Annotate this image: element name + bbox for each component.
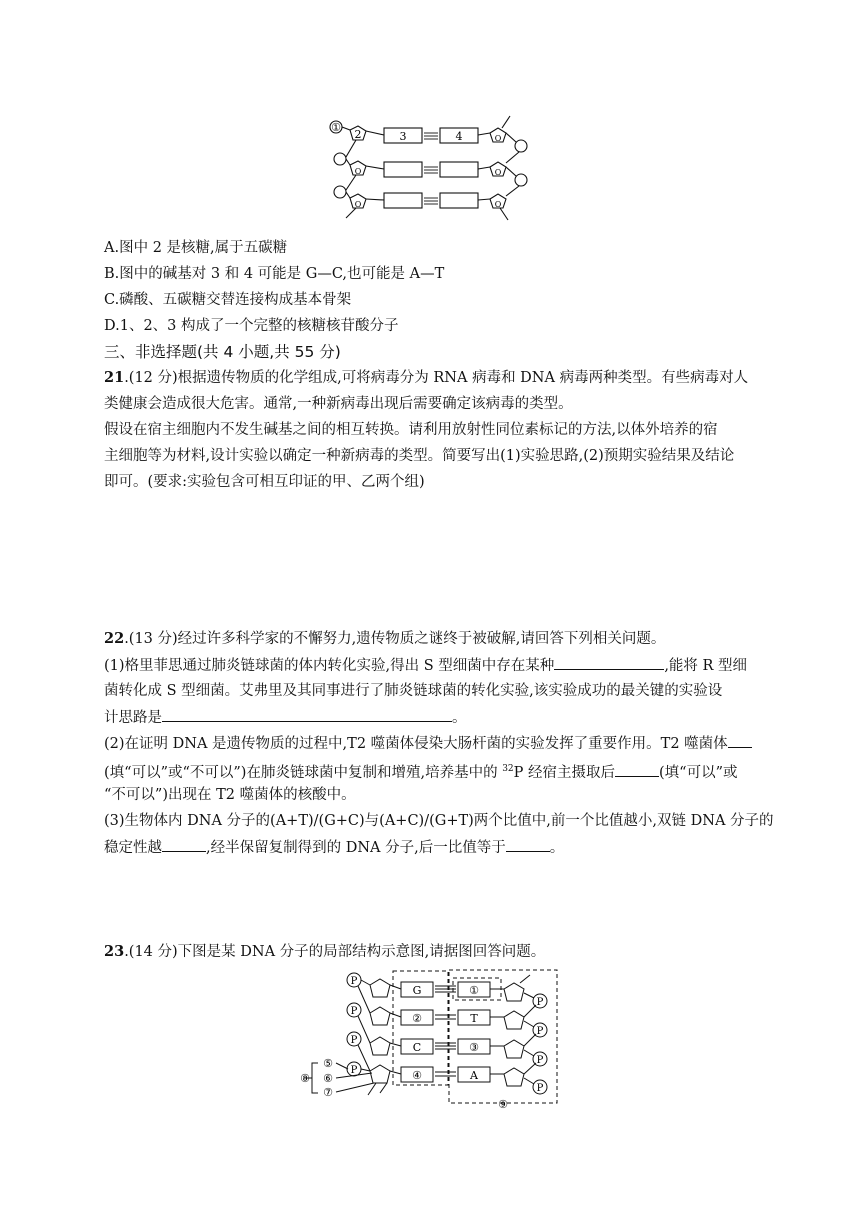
dna-structure-figure-2 (298, 965, 560, 1110)
q21-text-1: .(12 分)根据遗传物质的化学组成,可将病毒分为 RNA 病毒和 DNA 病毒两种类型。有些病毒对人 (124, 370, 749, 386)
answer-blank[interactable] (554, 654, 664, 670)
label-6: ⑥ (323, 1072, 333, 1085)
q22-p2-text-a: (2)在证明 DNA 是遗传物质的过程中,T2 噬菌体侵染大肠杆菌的实验发挥了重要作用。T2 噬菌体 (104, 736, 728, 752)
option-a: A.图中 2 是核糖,属于五碳糖 (104, 240, 288, 256)
phosphate-label: P (536, 1026, 544, 1037)
label-3: 3 (399, 130, 407, 143)
q22-p1-text-b: ,能将 R 型细 (664, 658, 748, 674)
q22-p1-text-d: 计思路是 (104, 710, 162, 726)
q22-line-3: 菌转化成 S 型细菌。艾弗里及其同事进行了肺炎链球菌的转化实验,该实验成功的最关键的实验设 (104, 683, 723, 699)
option-c: C.磷酸、五碳糖交替连接构成基本骨架 (104, 292, 352, 308)
phosphate-label: P (350, 976, 358, 987)
dna-structure-figure-1 (320, 108, 535, 228)
q22-p2-text-b: (填“可以”或“不可以”)在肺炎链球菌中复制和增殖,培养基中的 (104, 764, 503, 781)
answer-blank[interactable] (162, 706, 452, 722)
q23-text: .(14 分)下图是某 DNA 分子的局部结构示意图,请据图回答问题。 (124, 944, 546, 960)
answer-blank[interactable] (615, 761, 659, 777)
q21-line-5: 即可。(要求:实验包含可相互印证的甲、乙两个组) (104, 474, 425, 490)
q22-p3-text-c: ,经半保留复制得到的 DNA 分子,后一比值等于 (206, 840, 506, 856)
phosphate-label: P (350, 1035, 358, 1046)
answer-blank[interactable] (506, 836, 550, 852)
left-base-2: ② (412, 1012, 422, 1025)
q23-number: 23 (104, 943, 125, 960)
right-base-4: A (470, 1069, 478, 1082)
q22-line-1 (104, 628, 665, 650)
q22-line-7: “不可以”)出现在 T2 噬菌体的核酸中。 (104, 787, 356, 803)
svg-text:O: O (354, 167, 362, 176)
q21-line-2: 类健康会造成很大危害。通常,一种新病毒出现后需要确定该病毒的类型。 (104, 396, 573, 412)
right-base-2: T (470, 1012, 478, 1025)
q22-intro: .(13 分)经过许多科学家的不懈努力,遗传物质之谜终于被破解,请回答下列相关问题。 (124, 631, 666, 647)
q22-p2-superscript: 32 (502, 764, 514, 774)
svg-text:O: O (354, 200, 362, 209)
answer-blank[interactable] (728, 732, 752, 748)
label-5: ⑤ (323, 1057, 333, 1070)
label-4: 4 (455, 130, 463, 143)
q21-number: 21 (104, 369, 125, 386)
q21-line-1 (104, 367, 748, 389)
q21-line-4: 主细胞等为材料,设计实验以确定一种新病毒的类型。简要写出(1)实验思路,(2)预期实验结果及结论 (104, 448, 735, 464)
q22-line-6 (104, 758, 738, 784)
left-base-4: ④ (412, 1069, 422, 1082)
svg-text:O: O (494, 134, 502, 143)
right-base-1: ① (469, 984, 479, 997)
q22-line-5 (104, 732, 752, 755)
q22-line-8: (3)生物体内 DNA 分子的(A+T)/(G+C)与(A+C)/(G+T)两个比值中,前一个比值越小,双链 DNA 分子的 (104, 813, 774, 829)
phosphate-label: P (536, 1055, 544, 1066)
q22-line-4 (104, 706, 467, 729)
left-base-3: C (412, 1041, 422, 1054)
q22-p1-text-e: 。 (452, 710, 467, 726)
phosphate-label: P (350, 1006, 358, 1017)
svg-text:O: O (494, 200, 502, 209)
answer-blank[interactable] (162, 836, 206, 852)
label-7: ⑦ (323, 1086, 333, 1099)
left-base-1: G (412, 984, 422, 997)
label-1: ① (331, 121, 341, 134)
q22-line-2 (104, 654, 747, 677)
label-8: ⑧ (300, 1072, 310, 1085)
section-title: 三、非选择题(共 4 小题,共 55 分) (104, 343, 341, 361)
phosphate-label: P (350, 1065, 358, 1076)
q22-p2-text-d: (填“可以”或 (659, 764, 738, 781)
option-d: D.1、2、3 构成了一个完整的核糖核苷酸分子 (104, 318, 399, 334)
option-b: B.图中的碱基对 3 和 4 可能是 G—C,也可能是 A—T (104, 266, 445, 282)
q22-number: 22 (104, 630, 125, 647)
q22-p1-text-a: (1)格里菲思通过肺炎链球菌的体内转化实验,得出 S 型细菌中存在某种 (104, 658, 555, 674)
right-base-3: ③ (469, 1041, 479, 1054)
q22-line-9 (104, 836, 564, 859)
q22-p3-text-b: 稳定性越 (104, 840, 162, 856)
phosphate-label: P (536, 997, 544, 1008)
svg-text:O: O (494, 168, 502, 177)
label-9: ⑨ (498, 1098, 508, 1110)
q22-p2-text-c: P 经宿主摄取后 (513, 764, 616, 781)
phosphate-label: P (536, 1083, 544, 1094)
label-2: 2 (354, 128, 362, 141)
q22-p3-text-d: 。 (549, 840, 565, 856)
q21-line-3: 假设在宿主细胞内不发生碱基之间的相互转换。请利用放射性同位素标记的方法,以体外培养的宿 (104, 422, 718, 438)
q23-line-1 (104, 941, 545, 963)
